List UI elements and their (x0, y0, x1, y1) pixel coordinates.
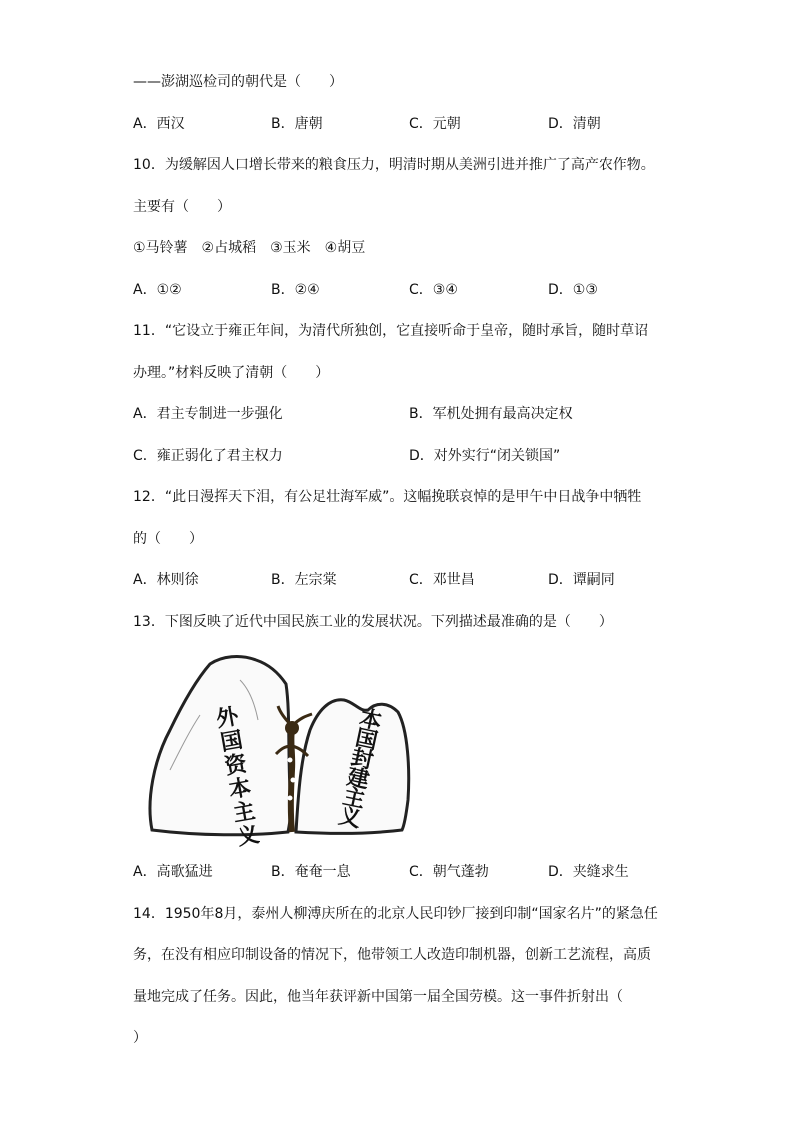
q9-option-b[interactable]: B．唐朝 (271, 116, 323, 132)
q9-option-a[interactable]: A．西汉 (133, 116, 185, 132)
q10-option-b[interactable]: B．②④ (271, 282, 320, 298)
question-11-stem-line2: 办理。”材料反映了清朝（ ） (133, 365, 330, 381)
left-rock-char: 外 (214, 704, 241, 733)
q13-option-c[interactable]: C．朝气蓬勃 (409, 864, 489, 880)
q13-option-d[interactable]: D．夹缝求生 (548, 864, 629, 880)
q9-option-d[interactable]: D．清朝 (548, 116, 601, 132)
right-rock-char: 主 (340, 784, 368, 814)
question-10-items: ①马铃薯 ②占城稻 ③玉米 ④胡豆 (133, 240, 366, 256)
question-13-stem: 13．下图反映了近代中国民族工业的发展状况。下列描述最准确的是（ ） (133, 614, 613, 630)
q12-option-d[interactable]: D．谭嗣同 (548, 572, 615, 588)
q9-option-c[interactable]: C．元朝 (409, 116, 461, 132)
question-14-stem-line4: ） (133, 1030, 147, 1046)
question-9-stem: ——澎湖巡检司的朝代是（ ） (133, 74, 343, 90)
question-14-stem-line2: 务，在没有相应印制设备的情况下，他带领工人改造印制机器，创新工艺流程，高质 (133, 947, 651, 963)
q13-option-a[interactable]: A．高歌猛进 (133, 864, 213, 880)
question-14-stem-line3: 量地完成了任务。因此，他当年获评新中国第一届全国劳模。这一事件折射出（ (133, 989, 623, 1005)
q10-option-a[interactable]: A．①② (133, 282, 182, 298)
left-rock-char: 义 (235, 822, 262, 851)
cartoon-figure (140, 650, 420, 851)
q11-option-a[interactable]: A．君主专制进一步强化 (133, 406, 283, 422)
q12-option-b[interactable]: B．左宗棠 (271, 572, 337, 588)
right-rock-char: 封 (348, 745, 376, 775)
question-11-stem-line1: 11．“它设立于雍正年间，为清代所独创，它直接听命于皇帝，随时承旨，随时草诏 (133, 323, 649, 339)
question-10-stem-line1: 10．为缓解因人口增长带来的粮食压力，明清时期从美洲引进并推广了高产农作物。 (133, 157, 655, 173)
left-rock-char: 国 (218, 727, 245, 757)
q13-option-b[interactable]: B．奄奄一息 (271, 864, 351, 880)
right-rock-char: 国 (352, 725, 380, 755)
q11-option-c[interactable]: C．雍正弱化了君主权力 (133, 448, 283, 464)
left-rock-char: 本 (226, 775, 254, 804)
q12-option-a[interactable]: A．林则徐 (133, 572, 199, 588)
question-12-stem-line1: 12．“此日漫挥天下泪，有公足壮海军威”。这幅挽联哀悼的是甲午中日战争中牺牲 (133, 489, 642, 505)
q11-option-b[interactable]: B．军机处拥有最高决定权 (409, 406, 573, 422)
left-rock-char: 主 (231, 798, 258, 828)
right-rock-char: 本 (357, 706, 384, 736)
q11-option-d[interactable]: D．对外实行“闭关锁国” (409, 448, 561, 464)
q10-option-c[interactable]: C．③④ (409, 282, 458, 298)
question-14-stem-line1: 14．1950年8月，泰州人柳溥庆所在的北京人民印钞厂接到印制“国家名片”的紧急任 (133, 906, 658, 922)
question-12-stem-line2: 的（ ） (133, 531, 203, 547)
q12-option-c[interactable]: C．邓世昌 (409, 572, 475, 588)
right-rock-char: 义 (336, 803, 364, 833)
q10-option-d[interactable]: D．①③ (548, 282, 598, 298)
question-10-stem-line2: 主要有（ ） (133, 199, 231, 215)
left-rock-char: 资 (222, 751, 249, 780)
right-rock-char: 建 (344, 764, 372, 794)
